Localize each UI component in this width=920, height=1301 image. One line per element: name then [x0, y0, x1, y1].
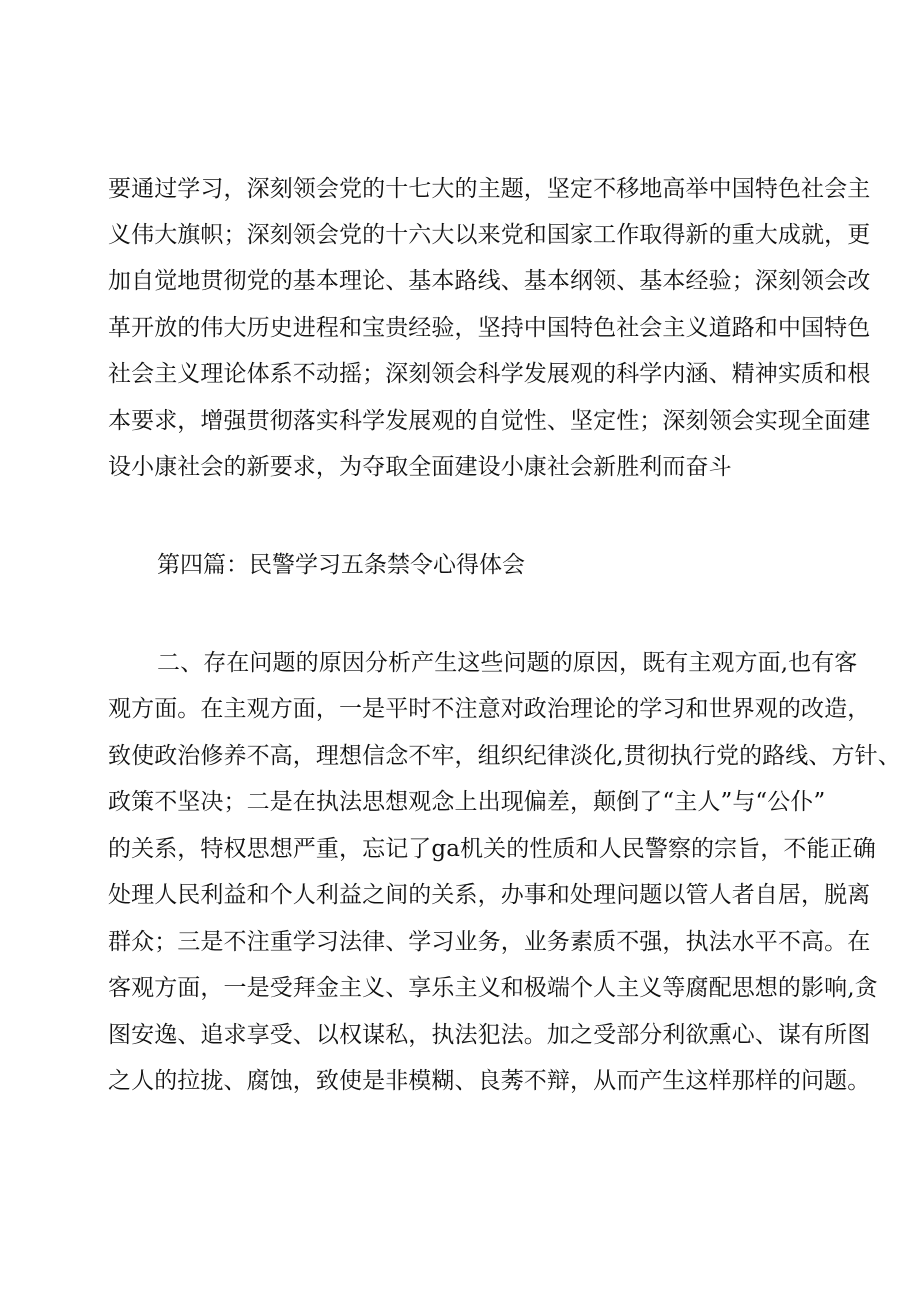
paragraph-line: 观方面。在主观方面，一是平时不注意对政治理论的学习和世界观的改造，: [108, 696, 871, 722]
paragraph-line: 客观方面，一是受拜金主义、享乐主义和极端个人主义等腐配思想的影响,贪: [108, 975, 878, 1001]
paragraph-line: 设小康社会的新要求，为夺取全面建设小康社会新胜利而奋斗: [108, 454, 732, 480]
paragraph-line: 二、存在问题的原因分析产生这些问题的原因，既有主观方面,也有客: [157, 650, 858, 676]
paragraph-line: 群众；三是不注重学习法律、学习业务，业务素质不强，执法水平不高。在: [108, 929, 871, 955]
paragraph-line: 社会主义理论体系不动摇；深刻领会科学发展观的科学内涵、精神实质和根: [108, 361, 871, 387]
paragraph-line: 要通过学习，深刻领会党的十七大的主题，坚定不移地高举中国特色社会主: [108, 176, 871, 202]
paragraph-line: 之人的拉拢、腐蚀，致使是非模糊、良莠不辩，从而产生这样那样的问题。: [108, 1068, 871, 1094]
paragraph-line: 处理人民利益和个人利益之间的关系，办事和处理问题以管人者自居，脱离: [108, 882, 871, 908]
paragraph-line: 革开放的伟大历史进程和宝贵经验，坚持中国特色社会主义道路和中国特色: [108, 315, 871, 341]
paragraph-line: 义伟大旗帜；深刻领会党的十六大以来党和国家工作取得新的重大成就，更: [108, 222, 871, 248]
paragraph-line: 的关系，特权思想严重，忘记了ga机关的性质和人民警察的宗旨，不能正确: [108, 836, 876, 862]
paragraph-line: 致使政治修养不高，理想信念不牢，组织纪律淡化,贯彻执行党的路线、方针、: [108, 743, 901, 769]
section-heading: 第四篇：民警学习五条禁令心得体会: [157, 552, 525, 578]
paragraph-line: 本要求，增强贯彻落实科学发展观的自觉性、坚定性；深刻领会实现全面建: [108, 408, 871, 434]
paragraph-line: 图安逸、追求享受、以权谋私，执法犯法。加之受部分利欲熏心、谋有所图: [108, 1022, 871, 1048]
paragraph-line: 加自觉地贯彻党的基本理论、基本路线、基本纲领、基本经验；深刻领会改: [108, 268, 871, 294]
paragraph-line: 政策不坚决；二是在执法思想观念上出现偏差，颠倒了“主人”与“公仆”: [108, 789, 826, 815]
